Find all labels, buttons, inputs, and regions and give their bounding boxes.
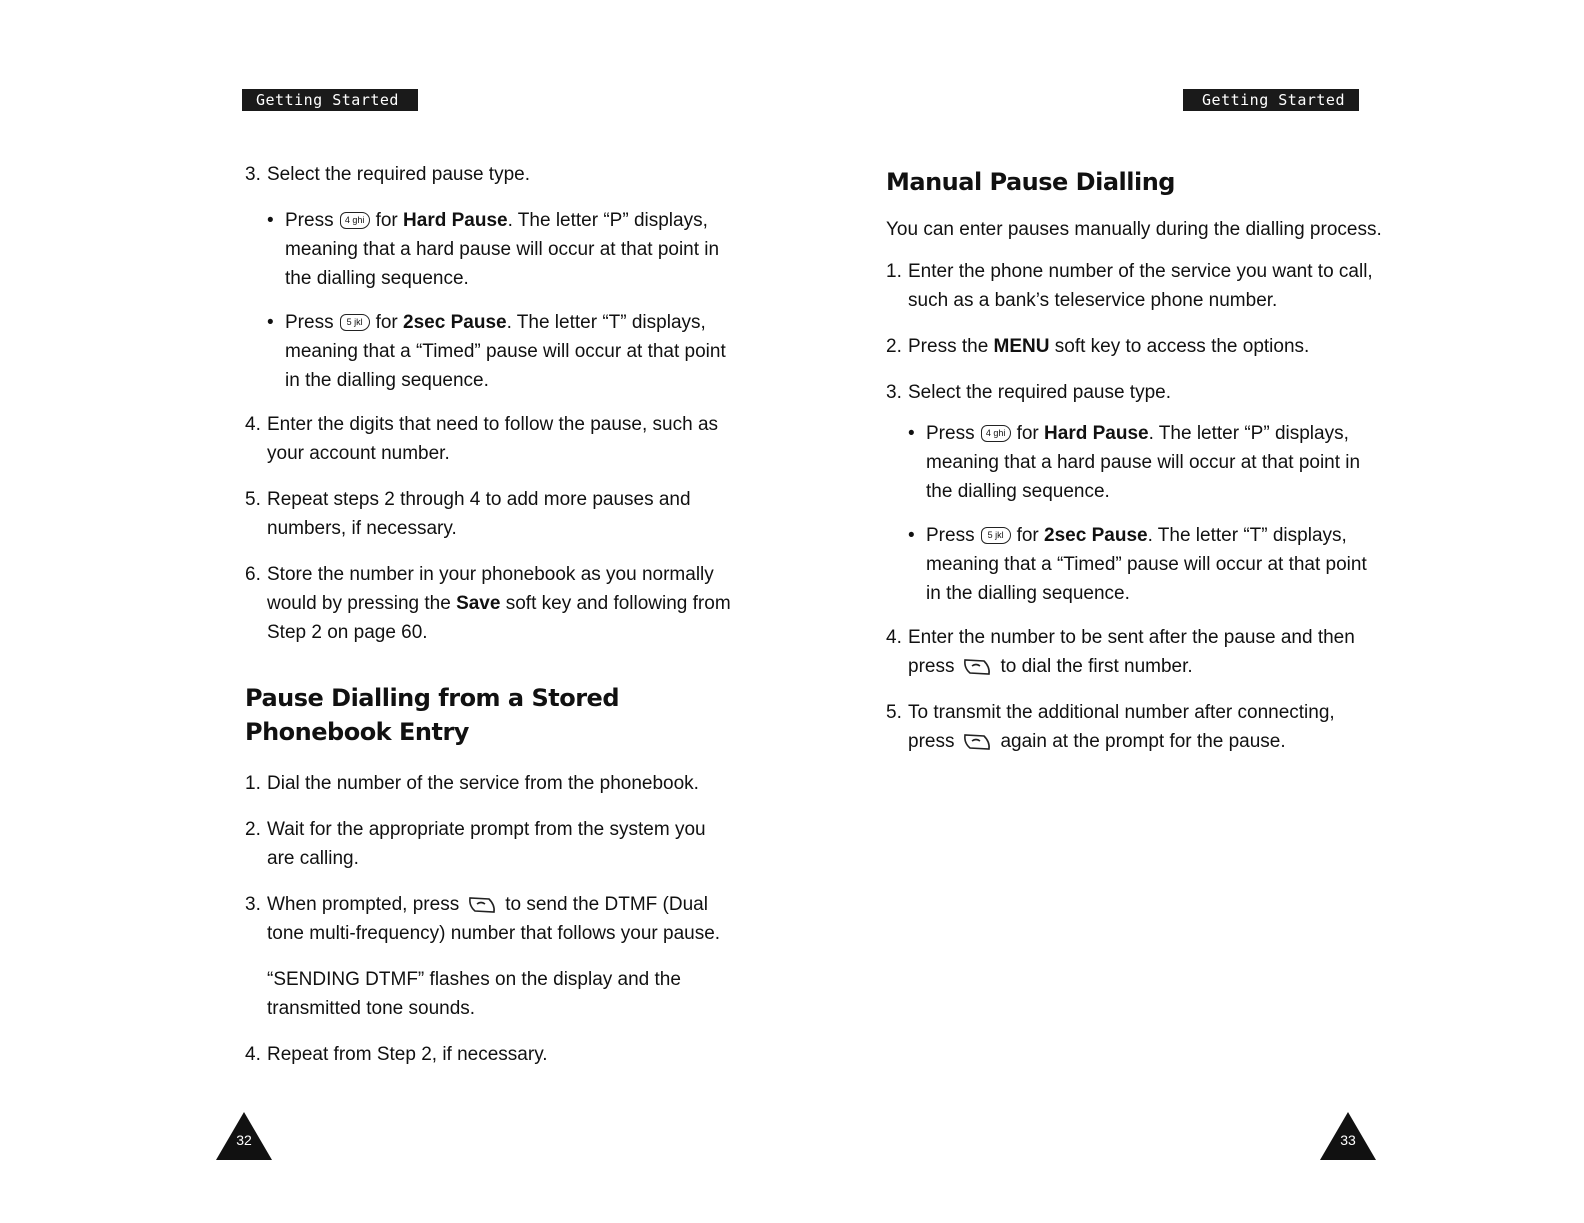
list-item	[245, 485, 735, 543]
page-number-badge	[1318, 1110, 1378, 1162]
for-label: for	[1016, 423, 1039, 444]
press-label: Press	[926, 525, 975, 546]
bullet-text	[926, 419, 1386, 506]
note-text: “SENDING DTMF” flashes on the display and the transmitted tone sounds.	[267, 969, 681, 1019]
bullet-item	[908, 521, 1386, 608]
intro-text: You can enter pauses manually during the dialling process.	[886, 219, 1382, 240]
bullet-text	[285, 206, 735, 293]
send-key-icon	[962, 732, 992, 752]
list-item	[886, 378, 1386, 407]
list-item	[245, 890, 735, 948]
section-tab-left: Getting Started	[242, 89, 418, 111]
2sec-pause-label: 2sec Pause	[1044, 525, 1148, 546]
step-number: 4.	[245, 1044, 261, 1065]
send-key-icon	[962, 657, 992, 677]
bullet-dot: •	[908, 423, 915, 444]
bullet-dot: •	[267, 312, 274, 333]
step-number: 4.	[886, 627, 902, 648]
menu-label: MENU	[993, 336, 1050, 357]
for-label: for	[375, 312, 398, 333]
list-item	[245, 410, 735, 468]
step-text-post: to send the DTMF (Dual tone multi-frequency) number that follows your pause.	[267, 894, 721, 944]
step-text-pre: Press the	[908, 336, 989, 357]
step-text-pre: Enter the number to be sent after the pause and then press	[908, 627, 1355, 677]
list-item	[886, 623, 1386, 681]
list-item	[245, 1040, 735, 1069]
list-item	[245, 769, 735, 798]
left-page-content	[245, 160, 735, 1086]
bullet-dot: •	[908, 525, 915, 546]
step-number: 3.	[245, 894, 261, 915]
step-text: Select the required pause type.	[267, 164, 531, 185]
press-label: Press	[285, 312, 334, 333]
bullet-rest: . The letter “P” displays, meaning that a hard pause will occur at that point in the dialling sequence.	[285, 210, 720, 289]
step-text: Enter the digits that need to follow the pause, such as your account number.	[267, 414, 719, 464]
bullet-item	[267, 308, 735, 395]
2sec-pause-label: 2sec Pause	[403, 312, 507, 333]
for-label: for	[375, 210, 398, 231]
press-label: Press	[285, 210, 334, 231]
list-item	[886, 257, 1386, 315]
list-item	[245, 160, 735, 189]
step-text: Select the required pause type.	[908, 382, 1172, 403]
step-text-pre: To transmit the additional number after connecting, press	[908, 702, 1335, 752]
key-5-icon: 5 jkl	[340, 314, 370, 331]
page-number-badge	[214, 1110, 274, 1162]
step-text: Repeat from Step 2, if necessary.	[267, 1044, 548, 1065]
section-tab-right: Getting Started	[1183, 89, 1359, 111]
step-number: 6.	[245, 564, 261, 585]
step-number: 4.	[245, 414, 261, 435]
page-number: 33	[1340, 1132, 1356, 1148]
step-text-pre: Store the number in your phonebook as you normally would by pressing the	[267, 564, 714, 614]
step-text: Repeat steps 2 through 4 to add more pauses and numbers, if necessary.	[267, 489, 691, 539]
key-4-icon: 4 ghi	[340, 212, 370, 229]
bullet-item	[908, 419, 1386, 506]
step-text: Enter the phone number of the service you want to call, such as a bank’s teleservice phone number.	[908, 261, 1373, 311]
list-item	[886, 698, 1386, 756]
save-label: Save	[456, 593, 501, 614]
bullet-rest: . The letter “P” displays, meaning that a hard pause will occur at that point in the dialling sequence.	[926, 423, 1361, 502]
step-number: 5.	[886, 702, 902, 723]
press-label: Press	[926, 423, 975, 444]
bullet-item	[267, 206, 735, 293]
step-text-post: again at the prompt for the pause.	[1000, 731, 1286, 752]
bullet-rest: . The letter “T” displays, meaning that a “Timed” pause will occur at that point in the dialling sequence.	[285, 312, 726, 391]
page-number: 32	[236, 1132, 252, 1148]
list-item	[245, 560, 735, 647]
bullet-rest: . The letter “T” displays, meaning that a “Timed” pause will occur at that point in the dialling sequence.	[926, 525, 1367, 604]
bullet-text	[926, 521, 1386, 608]
for-label: for	[1016, 525, 1039, 546]
step-number: 3.	[886, 382, 902, 403]
step-number: 1.	[245, 773, 261, 794]
step-number: 1.	[886, 261, 902, 282]
section-heading: Pause Dialling from a Stored Phonebook Entry	[245, 684, 620, 746]
step-text	[267, 890, 735, 948]
bullet-dot: •	[267, 210, 274, 231]
step-text	[267, 560, 735, 647]
step-text: Dial the number of the service from the phonebook.	[267, 773, 699, 794]
key-5-icon: 5 jkl	[981, 527, 1011, 544]
step-number: 5.	[245, 489, 261, 510]
hard-pause-label: Hard Pause	[403, 210, 508, 231]
section-heading: Manual Pause Dialling	[886, 168, 1175, 196]
step-text-post: to dial the first number.	[1000, 656, 1193, 677]
hard-pause-label: Hard Pause	[1044, 423, 1149, 444]
step-number: 2.	[886, 336, 902, 357]
step-text-post: soft key to access the options.	[1054, 336, 1310, 357]
key-4-icon: 4 ghi	[981, 425, 1011, 442]
step-text	[908, 623, 1386, 681]
list-item	[886, 332, 1386, 361]
list-item	[245, 815, 735, 873]
step-text-post: soft key and following from Step 2 on page 60.	[267, 593, 731, 643]
step-text	[908, 332, 1386, 361]
step-number: 3.	[245, 164, 261, 185]
right-page-content	[886, 165, 1386, 773]
step-text: Wait for the appropriate prompt from the system you are calling.	[267, 819, 706, 869]
bullet-text	[285, 308, 735, 395]
step-text	[908, 698, 1386, 756]
send-key-icon	[467, 895, 497, 915]
step-number: 2.	[245, 819, 261, 840]
step-text-pre: When prompted, press	[267, 894, 460, 915]
